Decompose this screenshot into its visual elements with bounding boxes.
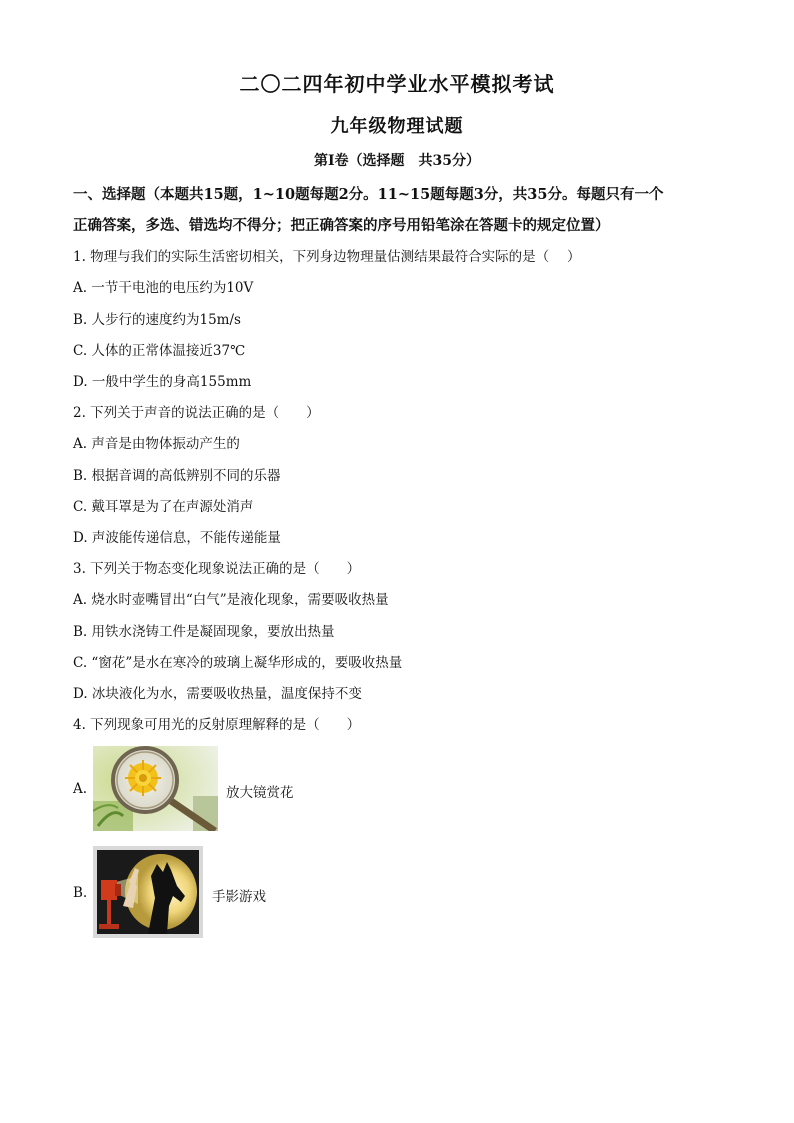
question-1-option-b: B. 人步行的速度约为15m/s [73,312,241,328]
question-2-option-a: A. 声音是由物体振动产生的 [73,436,240,452]
section-instructions-line-1: 一、选择题（本题共15题，1~10题每题2分。11~15题每题3分，共35分。每题只有一个 [73,186,664,203]
question-4-option-a-letter: A. [73,781,88,797]
question-2-option-d: D. 声波能传递信息，不能传递能量 [73,530,281,546]
question-3-stem: 3. 下列关于物态变化现象说法正确的是（ ） [73,561,361,577]
question-4-option-a-caption: 放大镜赏花 [226,785,294,801]
question-3-option-b: B. 用铁水浇铸工件是凝固现象，要放出热量 [73,624,335,640]
question-2-option-c: C. 戴耳罩是为了在声源处消声 [73,499,254,515]
question-1-option-d: D. 一般中学生的身高155mm [73,374,252,390]
question-2-option-b: B. 根据音调的高低辨别不同的乐器 [73,468,281,484]
exam-title: 二〇二四年初中学业水平模拟考试 [239,72,555,96]
question-1-stem: 1. 物理与我们的实际生活密切相关，下列身边物理量估测结果最符合实际的是（ ） [73,249,581,265]
question-1-option-a: A. 一节干电池的电压约为10V [73,280,254,296]
question-3-option-c: C. “窗花”是水在寒冷的玻璃上凝华形成的，要吸收热量 [73,655,403,671]
question-3-option-a: A. 烧水时壶嘴冒出“白气”是液化现象，需要吸收热量 [73,592,389,608]
question-4-option-b-caption: 手影游戏 [212,889,266,905]
part-heading: 第Ⅰ卷（选择题 共35分） [313,153,481,169]
question-3-option-d: D. 冰块液化为水，需要吸收热量，温度保持不变 [73,686,362,702]
hand-shadow-image [93,846,203,938]
question-4-stem: 4. 下列现象可用光的反射原理解释的是（ ） [73,717,361,733]
question-2-stem: 2. 下列关于声音的说法正确的是（ ） [73,405,320,421]
question-4-option-b-letter: B. [73,885,88,901]
magnifier-flower-image [93,746,218,831]
question-1-option-c: C. 人体的正常体温接近37℃ [73,343,246,359]
section-instructions-line-2: 正确答案，多选、错选均不得分；把正确答案的序号用铅笔涂在答题卡的规定位置） [73,217,610,234]
exam-subtitle: 九年级物理试题 [330,116,464,137]
